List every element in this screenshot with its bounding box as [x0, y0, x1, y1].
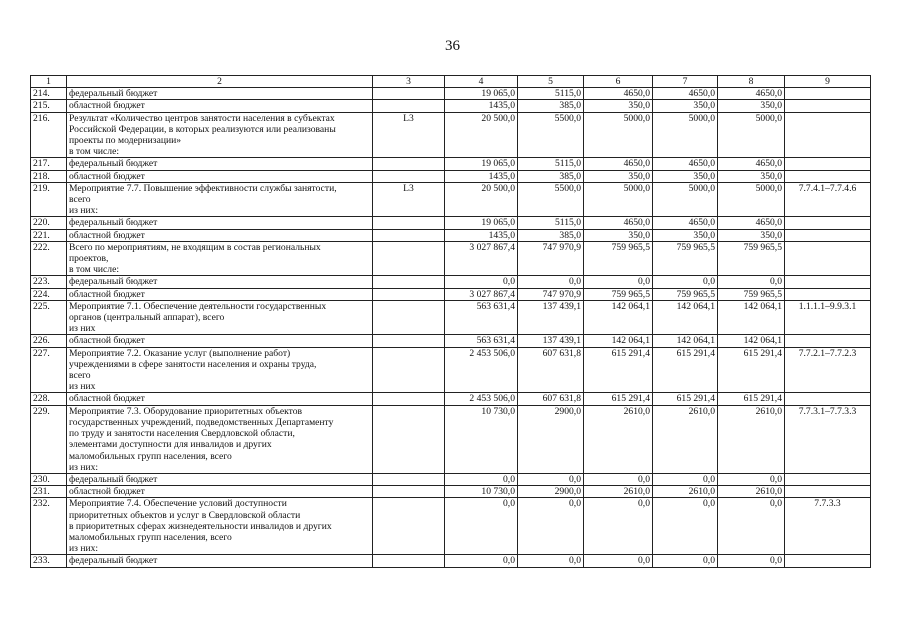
- description-line: маломобильных групп населения, всего: [69, 450, 232, 462]
- row-description: [67, 182, 373, 217]
- amount-v5: 5115,0: [518, 217, 584, 229]
- table-row: [31, 347, 871, 393]
- table-row: [31, 555, 871, 567]
- amount-v7: 5000,0: [653, 182, 718, 217]
- description-line: проекты по модернизации»: [69, 135, 182, 147]
- description-line: в приоритетных сферах жизнедеятельности инвалидов и других: [69, 520, 332, 532]
- row-number: 225.: [31, 300, 67, 335]
- target-indicator-ref: [785, 241, 871, 276]
- amount-v5: 137 439,1: [518, 335, 584, 347]
- amount-v5: 607 631,8: [518, 347, 584, 393]
- amount-v5: 5115,0: [518, 88, 584, 100]
- row-number: 223.: [31, 276, 67, 288]
- amount-v6: 350,0: [584, 100, 653, 112]
- amount-v4: 0,0: [445, 473, 518, 485]
- amount-v5: 0,0: [518, 473, 584, 485]
- amount-v8: 142 064,1: [718, 300, 785, 335]
- amount-v6: 2610,0: [584, 486, 653, 498]
- target-indicator-ref: [785, 158, 871, 170]
- amount-v5: 385,0: [518, 229, 584, 241]
- amount-v7: 142 064,1: [653, 335, 718, 347]
- source-code: [373, 88, 445, 100]
- amount-v7: 0,0: [653, 498, 718, 555]
- row-description: [67, 88, 373, 100]
- target-indicator-ref: 7.7.2.1–7.7.2.3: [785, 347, 871, 393]
- header-cell: 4: [445, 76, 518, 88]
- amount-v8: 615 291,4: [718, 393, 785, 405]
- description-line: из них:: [69, 543, 99, 555]
- table-row: [31, 170, 871, 182]
- amount-v4: 1435,0: [445, 170, 518, 182]
- description-line: органов (центральный аппарат), всего: [69, 312, 225, 324]
- table-row: [31, 158, 871, 170]
- row-description: [67, 473, 373, 485]
- amount-v8: 142 064,1: [718, 335, 785, 347]
- amount-v7: 350,0: [653, 100, 718, 112]
- row-description: [67, 288, 373, 300]
- row-number: 217.: [31, 158, 67, 170]
- row-description: [67, 100, 373, 112]
- amount-v6: 0,0: [584, 473, 653, 485]
- amount-v7: 4650,0: [653, 88, 718, 100]
- description-line: Мероприятие 7.4. Обеспечение условий доступности: [69, 498, 287, 510]
- description-line: областной бюджет: [69, 288, 145, 300]
- source-code: [373, 170, 445, 182]
- header-cell: 9: [785, 76, 871, 88]
- amount-v5: 2900,0: [518, 486, 584, 498]
- amount-v4: 1435,0: [445, 100, 518, 112]
- description-line: Мероприятие 7.3. Оборудование приоритетных объектов: [69, 405, 303, 417]
- amount-v6: 615 291,4: [584, 393, 653, 405]
- description-line: элементами доступности для инвалидов и других: [69, 439, 272, 451]
- description-line: Всего по мероприятиям, не входящим в состав региональных: [69, 241, 321, 253]
- amount-v6: 350,0: [584, 229, 653, 241]
- amount-v6: 759 965,5: [584, 241, 653, 276]
- page-number: 36: [445, 38, 460, 54]
- description-line: федеральный бюджет: [69, 158, 158, 170]
- row-number: 232.: [31, 498, 67, 555]
- header-cell: 8: [718, 76, 785, 88]
- target-indicator-ref: 1.1.1.1–9.9.3.1: [785, 300, 871, 335]
- description-line: Мероприятие 7.2. Оказание услуг (выполнение работ): [69, 347, 291, 359]
- table-row: [31, 473, 871, 485]
- amount-v5: 5500,0: [518, 182, 584, 217]
- target-indicator-ref: [785, 486, 871, 498]
- amount-v5: 137 439,1: [518, 300, 584, 335]
- row-number: 231.: [31, 486, 67, 498]
- target-indicator-ref: 7.7.4.1–7.7.4.6: [785, 182, 871, 217]
- amount-v8: 0,0: [718, 276, 785, 288]
- description-line: из них:: [69, 205, 99, 217]
- description-line: Мероприятие 7.1. Обеспечение деятельности государственных: [69, 300, 327, 312]
- source-code: [373, 229, 445, 241]
- description-line: областной бюджет: [69, 393, 145, 405]
- amount-v6: 5000,0: [584, 112, 653, 158]
- row-description: [67, 170, 373, 182]
- amount-v7: 2610,0: [653, 405, 718, 473]
- amount-v5: 747 970,9: [518, 241, 584, 276]
- row-description: [67, 112, 373, 158]
- amount-v7: 5000,0: [653, 112, 718, 158]
- amount-v8: 350,0: [718, 100, 785, 112]
- amount-v5: 0,0: [518, 498, 584, 555]
- amount-v8: 4650,0: [718, 217, 785, 229]
- row-description: [67, 335, 373, 347]
- source-code: [373, 276, 445, 288]
- amount-v4: 10 730,0: [445, 486, 518, 498]
- amount-v6: 615 291,4: [584, 347, 653, 393]
- amount-v4: 563 631,4: [445, 300, 518, 335]
- source-code: [373, 393, 445, 405]
- target-indicator-ref: [785, 88, 871, 100]
- description-line: государственных учреждений, подведомственных Департаменту: [69, 416, 334, 428]
- budget-table: [30, 75, 871, 568]
- amount-v4: 0,0: [445, 498, 518, 555]
- row-description: [67, 158, 373, 170]
- amount-v6: 4650,0: [584, 217, 653, 229]
- row-description: [67, 486, 373, 498]
- amount-v8: 5000,0: [718, 112, 785, 158]
- row-number: 219.: [31, 182, 67, 217]
- amount-v4: 2 453 506,0: [445, 393, 518, 405]
- description-line: областной бюджет: [69, 335, 145, 347]
- amount-v5: 747 970,9: [518, 288, 584, 300]
- row-description: [67, 555, 373, 567]
- description-line: федеральный бюджет: [69, 217, 158, 229]
- table-row: [31, 300, 871, 335]
- amount-v8: 4650,0: [718, 158, 785, 170]
- amount-v6: 0,0: [584, 276, 653, 288]
- source-code: [373, 498, 445, 555]
- amount-v5: 0,0: [518, 276, 584, 288]
- amount-v7: 350,0: [653, 170, 718, 182]
- target-indicator-ref: [785, 112, 871, 158]
- description-line: из них:: [69, 461, 99, 473]
- header-cell: 7: [653, 76, 718, 88]
- description-line: по труду и занятости населения Свердловской области,: [69, 428, 295, 440]
- target-indicator-ref: 7.7.3.1–7.7.3.3: [785, 405, 871, 473]
- source-code: [373, 335, 445, 347]
- amount-v5: 2900,0: [518, 405, 584, 473]
- amount-v4: 19 065,0: [445, 88, 518, 100]
- description-line: областной бюджет: [69, 229, 145, 241]
- amount-v5: 0,0: [518, 555, 584, 567]
- table-row: [31, 276, 871, 288]
- row-number: 224.: [31, 288, 67, 300]
- amount-v8: 0,0: [718, 555, 785, 567]
- amount-v6: 142 064,1: [584, 300, 653, 335]
- target-indicator-ref: [785, 473, 871, 485]
- description-line: федеральный бюджет: [69, 88, 158, 100]
- description-line: Мероприятие 7.7. Повышение эффективности службы занятости,: [69, 182, 337, 194]
- source-code: [373, 486, 445, 498]
- row-number: 221.: [31, 229, 67, 241]
- amount-v8: 350,0: [718, 229, 785, 241]
- description-line: федеральный бюджет: [69, 276, 158, 288]
- header-cell: 2: [67, 76, 373, 88]
- amount-v6: 4650,0: [584, 158, 653, 170]
- table-row: [31, 88, 871, 100]
- amount-v7: 0,0: [653, 555, 718, 567]
- amount-v7: 4650,0: [653, 217, 718, 229]
- amount-v7: 0,0: [653, 276, 718, 288]
- description-line: областной бюджет: [69, 170, 145, 182]
- row-description: [67, 393, 373, 405]
- source-code: [373, 555, 445, 567]
- row-description: [67, 300, 373, 335]
- amount-v4: 20 500,0: [445, 182, 518, 217]
- amount-v7: 615 291,4: [653, 347, 718, 393]
- target-indicator-ref: [785, 335, 871, 347]
- row-description: [67, 241, 373, 276]
- table-row: [31, 405, 871, 473]
- source-code: [373, 100, 445, 112]
- description-line: в том числе:: [69, 264, 120, 276]
- amount-v4: 19 065,0: [445, 158, 518, 170]
- description-line: Российской Федерации, в которых реализуются или реализованы: [69, 123, 336, 135]
- target-indicator-ref: [785, 217, 871, 229]
- row-number: 230.: [31, 473, 67, 485]
- table-header-row: [31, 76, 871, 88]
- amount-v4: 0,0: [445, 555, 518, 567]
- amount-v8: 2610,0: [718, 405, 785, 473]
- amount-v8: 759 965,5: [718, 241, 785, 276]
- table-row: [31, 335, 871, 347]
- amount-v8: 0,0: [718, 498, 785, 555]
- source-code: [373, 217, 445, 229]
- source-code: [373, 405, 445, 473]
- row-number: 233.: [31, 555, 67, 567]
- table-row: [31, 393, 871, 405]
- target-indicator-ref: [785, 555, 871, 567]
- row-description: [67, 498, 373, 555]
- amount-v7: 4650,0: [653, 158, 718, 170]
- description-line: всего: [69, 370, 91, 382]
- header-cell: 5: [518, 76, 584, 88]
- target-indicator-ref: [785, 276, 871, 288]
- row-number: 228.: [31, 393, 67, 405]
- target-indicator-ref: [785, 288, 871, 300]
- amount-v6: 142 064,1: [584, 335, 653, 347]
- amount-v8: 615 291,4: [718, 347, 785, 393]
- amount-v8: 0,0: [718, 473, 785, 485]
- description-line: областной бюджет: [69, 486, 145, 498]
- amount-v7: 759 965,5: [653, 241, 718, 276]
- table-row: [31, 288, 871, 300]
- amount-v7: 2610,0: [653, 486, 718, 498]
- description-line: всего: [69, 194, 91, 206]
- table-row: [31, 498, 871, 555]
- amount-v6: 759 965,5: [584, 288, 653, 300]
- amount-v4: 0,0: [445, 276, 518, 288]
- description-line: маломобильных групп населения, всего: [69, 531, 232, 543]
- amount-v7: 142 064,1: [653, 300, 718, 335]
- row-description: [67, 229, 373, 241]
- table-row: [31, 217, 871, 229]
- target-indicator-ref: [785, 100, 871, 112]
- description-line: федеральный бюджет: [69, 555, 158, 567]
- description-line: из них: [69, 381, 96, 393]
- target-indicator-ref: 7.7.3.3: [785, 498, 871, 555]
- header-cell: 3: [373, 76, 445, 88]
- amount-v6: 5000,0: [584, 182, 653, 217]
- description-line: проектов,: [69, 253, 109, 265]
- description-line: федеральный бюджет: [69, 473, 158, 485]
- row-description: [67, 347, 373, 393]
- amount-v6: 350,0: [584, 170, 653, 182]
- amount-v5: 5115,0: [518, 158, 584, 170]
- amount-v6: 0,0: [584, 555, 653, 567]
- amount-v8: 5000,0: [718, 182, 785, 217]
- amount-v8: 2610,0: [718, 486, 785, 498]
- amount-v5: 385,0: [518, 100, 584, 112]
- row-number: 220.: [31, 217, 67, 229]
- row-number: 227.: [31, 347, 67, 393]
- table-row: [31, 112, 871, 158]
- amount-v8: 4650,0: [718, 88, 785, 100]
- amount-v5: 607 631,8: [518, 393, 584, 405]
- amount-v4: 563 631,4: [445, 335, 518, 347]
- source-code: [373, 300, 445, 335]
- source-code: L3: [373, 112, 445, 158]
- amount-v4: 2 453 506,0: [445, 347, 518, 393]
- description-line: Результат «Количество центров занятости населения в субъектах: [69, 112, 335, 124]
- amount-v6: 4650,0: [584, 88, 653, 100]
- row-number: 216.: [31, 112, 67, 158]
- amount-v4: 1435,0: [445, 229, 518, 241]
- amount-v6: 0,0: [584, 498, 653, 555]
- table-row: [31, 229, 871, 241]
- table-row: [31, 100, 871, 112]
- amount-v7: 0,0: [653, 473, 718, 485]
- amount-v6: 2610,0: [584, 405, 653, 473]
- amount-v4: 10 730,0: [445, 405, 518, 473]
- amount-v5: 385,0: [518, 170, 584, 182]
- amount-v8: 759 965,5: [718, 288, 785, 300]
- amount-v5: 5500,0: [518, 112, 584, 158]
- amount-v4: 19 065,0: [445, 217, 518, 229]
- target-indicator-ref: [785, 170, 871, 182]
- row-number: 222.: [31, 241, 67, 276]
- row-description: [67, 276, 373, 288]
- row-description: [67, 217, 373, 229]
- amount-v8: 350,0: [718, 170, 785, 182]
- row-number: 215.: [31, 100, 67, 112]
- amount-v7: 350,0: [653, 229, 718, 241]
- source-code: [373, 347, 445, 393]
- description-line: из них: [69, 323, 96, 335]
- row-description: [67, 405, 373, 473]
- description-line: учреждениями в сфере занятости населения и охраны труда,: [69, 358, 317, 370]
- row-number: 229.: [31, 405, 67, 473]
- row-number: 226.: [31, 335, 67, 347]
- amount-v4: 3 027 867,4: [445, 241, 518, 276]
- target-indicator-ref: [785, 393, 871, 405]
- row-number: 214.: [31, 88, 67, 100]
- source-code: [373, 241, 445, 276]
- description-line: в том числе:: [69, 146, 120, 158]
- description-line: областной бюджет: [69, 100, 145, 112]
- row-number: 218.: [31, 170, 67, 182]
- amount-v4: 20 500,0: [445, 112, 518, 158]
- description-line: приоритетных объектов и услуг в Свердловской области: [69, 509, 301, 521]
- source-code: L3: [373, 182, 445, 217]
- table-row: [31, 182, 871, 217]
- amount-v7: 615 291,4: [653, 393, 718, 405]
- source-code: [373, 288, 445, 300]
- header-cell: 1: [31, 76, 67, 88]
- source-code: [373, 473, 445, 485]
- table-row: [31, 241, 871, 276]
- target-indicator-ref: [785, 229, 871, 241]
- table-row: [31, 486, 871, 498]
- amount-v7: 759 965,5: [653, 288, 718, 300]
- amount-v4: 3 027 867,4: [445, 288, 518, 300]
- source-code: [373, 158, 445, 170]
- header-cell: 6: [584, 76, 653, 88]
